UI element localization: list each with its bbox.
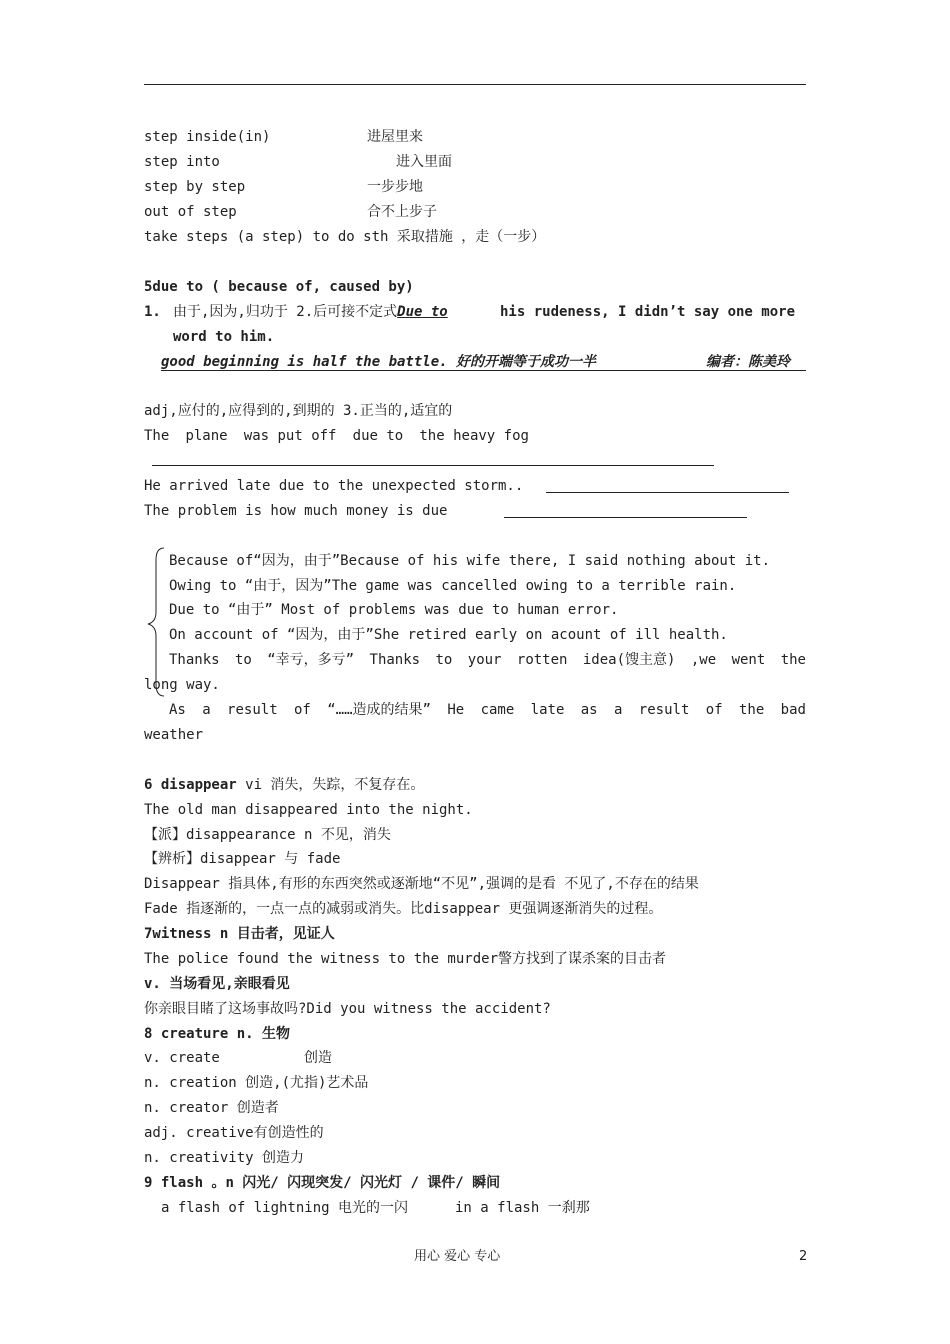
analysis-line: 【辨析】disappear 与 fade — [144, 851, 341, 867]
example-storm: He arrived late due to the unexpected storm.. — [144, 478, 524, 494]
word-creation: n. creation 创造,(尤指)艺术品 — [144, 1075, 369, 1091]
example-disappear: The old man disappeared into the night. — [144, 802, 473, 818]
header-rule — [144, 84, 806, 85]
section-heading-creature: 8 creature n. 生物 — [144, 1026, 291, 1042]
compare-thanks-to — [169, 651, 806, 669]
compare-because-of: Because of“因为，由于”Because of his wife there, I said nothing about it. — [169, 553, 771, 569]
heading-meaning: vi 消失，失踪，不复存在。 — [236, 777, 425, 793]
compare-as-a-result-of-cont: weather — [144, 727, 204, 743]
compare-due-to: Due to “由于” Most of problems was due to human error. — [169, 602, 619, 618]
phrase-en: out of step — [144, 204, 237, 220]
word: came — [480, 702, 515, 718]
word: As — [169, 702, 186, 718]
heading-meaning: 。n 闪光/ 闪现突发/ 闪光灯 / 课件/ 瞬间 — [203, 1175, 501, 1191]
word: was put off — [243, 428, 337, 444]
phrase-en: step by step — [144, 179, 246, 195]
answer-blank — [504, 517, 747, 518]
word: bad — [780, 702, 806, 718]
example-in-a-flash: in a flash 一刹那 — [455, 1200, 590, 1216]
note-fade: Fade 指逐渐的，一点一点的减弱或消失。比disappear 更强调逐渐消失的过程。 — [144, 901, 663, 917]
word: plane — [185, 428, 228, 444]
word: Thanks — [169, 652, 220, 668]
compare-on-account-of: On account of “因为，由于”She retired early on acount of ill health. — [169, 627, 728, 643]
motto-underline — [161, 370, 806, 371]
compare-owing-to: Owing to “由于，因为”The game was cancelled owing to a terrible rain. — [169, 578, 737, 594]
example-witness-2: 你亲眼目睹了这场事故吗?Did you witness the accident? — [144, 1001, 551, 1017]
word: to — [234, 652, 252, 668]
word: a — [202, 702, 211, 718]
compare-as-a-result-of — [169, 701, 806, 719]
word: rotten — [516, 652, 568, 668]
meaning-line — [173, 303, 448, 321]
word: Thanks — [369, 652, 421, 668]
heading-word: 9 flash — [144, 1175, 204, 1191]
meaning-zh: 由于,因为,归功于 2.后可接不定式 — [173, 304, 398, 320]
word: result — [638, 702, 690, 718]
word: “……造成的结果” — [327, 702, 431, 718]
take-steps-line: take steps (a step) to do sth 采取措施 ，走（一步） — [144, 229, 546, 245]
phrase-en: step inside(in) — [144, 129, 271, 145]
word: of — [294, 702, 311, 718]
phrase-en: step into — [144, 154, 220, 170]
example-flash-lightning: a flash of lightning 电光的一闪 — [161, 1200, 409, 1216]
word: of — [705, 702, 723, 718]
compare-thanks-to-cont: long way. — [144, 677, 220, 693]
word-creator: n. creator 创造者 — [144, 1100, 279, 1116]
word: idea(馊主意) — [582, 652, 676, 668]
example-plane — [144, 427, 529, 445]
word: “幸亏，多亏” — [267, 652, 355, 668]
word: ,we — [690, 652, 717, 668]
word: the — [738, 702, 765, 718]
motto: good beginning is half the battle. 好的开端等于成功一半 — [161, 354, 597, 370]
word: as — [580, 702, 598, 718]
word: He — [447, 702, 465, 718]
word: the — [780, 652, 806, 668]
example-rudeness-cont: word to him. — [173, 329, 275, 345]
note-disappear: Disappear 指具体,有形的东西突然或逐渐地“不见”,强调的是看 不见了,不存在的结果 — [144, 876, 699, 892]
page-number: 2 — [799, 1249, 808, 1264]
word-create: v. create — [144, 1050, 220, 1066]
word: went — [731, 652, 766, 668]
section-heading-witness: 7witness n 目击者，见证人 — [144, 926, 335, 942]
phrase-zh: 一步步地 — [367, 179, 423, 195]
editor: 编者：陈美玲 — [706, 354, 790, 370]
example-witness: The police found the witness to the murder警方找到了谋杀案的目击者 — [144, 951, 667, 967]
example-rudeness: his rudeness, I didn’t say one more — [500, 304, 796, 320]
section-heading-flash — [144, 1174, 500, 1192]
heading-word: 6 disappear — [144, 777, 237, 793]
word-create-zh: 创造 — [304, 1050, 332, 1066]
example-money: The problem is how much money is due — [144, 503, 448, 519]
phrase-zh: 进屋里来 — [367, 129, 423, 145]
phrase-zh: 进入里面 — [396, 154, 452, 170]
word-creative: adj. creative有创造性的 — [144, 1125, 324, 1141]
answer-blank — [546, 492, 789, 493]
word: late — [530, 702, 565, 718]
derivative-line: 【派】disappearance n 不见，消失 — [144, 827, 391, 843]
adj-meaning: adj,应付的,应得到的,到期的 3.正当的,适宜的 — [144, 403, 453, 419]
word: to — [435, 652, 453, 668]
word-creativity: n. creativity 创造力 — [144, 1150, 305, 1166]
word: your — [467, 652, 502, 668]
witness-verb: v. 当场看见,亲眼看见 — [144, 976, 290, 992]
item-number: 1. — [144, 304, 161, 320]
section-heading-disappear — [144, 776, 424, 794]
word: The — [144, 428, 170, 444]
word: the heavy fog — [419, 428, 529, 444]
emphasis-due-to: Due to — [397, 304, 448, 320]
answer-blank — [152, 465, 714, 466]
phrase-zh: 合不上步子 — [367, 204, 437, 220]
footer-text: 用心 爱心 专心 — [414, 1249, 501, 1264]
word: a — [613, 702, 623, 718]
word: result — [227, 702, 278, 718]
word: due to — [352, 428, 404, 444]
section-heading-due-to: 5due to ( because of, caused by) — [144, 279, 414, 295]
